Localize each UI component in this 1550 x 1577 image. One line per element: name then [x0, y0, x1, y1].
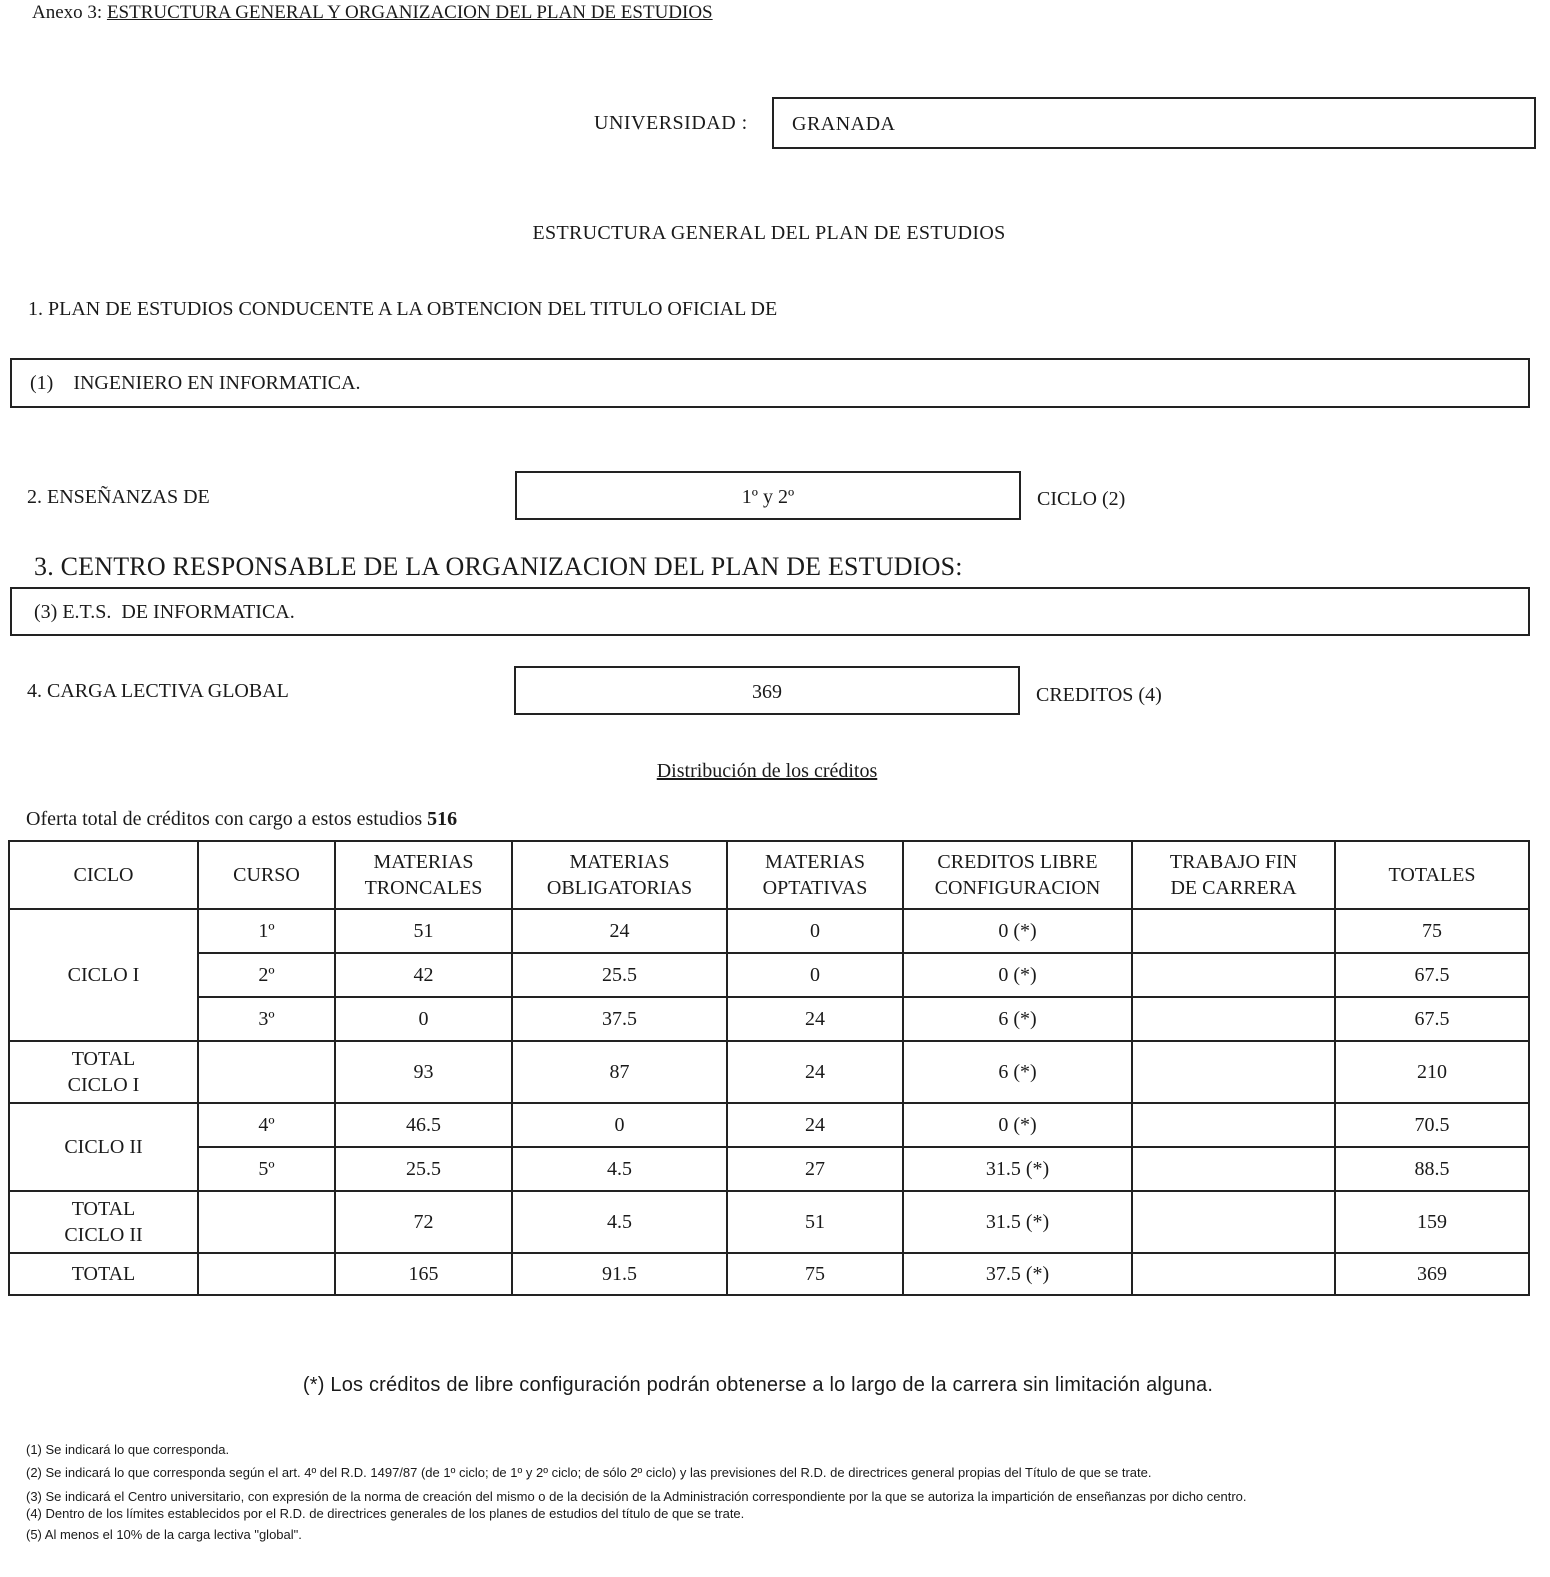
table-row: [9, 953, 1529, 997]
table-row: [9, 909, 1529, 953]
annex-prefix: Anexo 3:: [32, 2, 103, 23]
cell-libre: 31.5 (*): [903, 1191, 1132, 1253]
cell-totales: 70.5: [1335, 1103, 1529, 1147]
header-optativas: MATERIAS OPTATIVAS: [727, 841, 903, 909]
cell-optativas: 0: [727, 953, 903, 997]
cell-troncales: 51: [335, 909, 512, 953]
cell-total-label: TOTAL: [9, 1253, 198, 1295]
cell-troncales: 46.5: [335, 1103, 512, 1147]
cell-totales: 67.5: [1335, 997, 1529, 1041]
cell-troncales: 0: [335, 997, 512, 1041]
cell-optativas: 24: [727, 1103, 903, 1147]
cell-obligatorias: 0: [512, 1103, 727, 1147]
cell-libre: 31.5 (*): [903, 1147, 1132, 1191]
oferta-text: Oferta total de créditos con cargo a estos estudios: [26, 808, 423, 830]
cell-trabajo: [1132, 1253, 1335, 1295]
item2-heading: 2. ENSEÑANZAS DE: [27, 486, 210, 508]
cell-optativas: 0: [727, 909, 903, 953]
ciclo-box: [515, 471, 1021, 520]
table-row-total: [9, 1253, 1529, 1295]
carga-value: 369: [752, 681, 782, 703]
cell-curso: 4º: [198, 1103, 335, 1147]
footnote-5: (5) Al menos el 10% de la carga lectiva "global".: [26, 1527, 302, 1542]
cell-curso: 5º: [198, 1147, 335, 1191]
header-totales: TOTALES: [1335, 841, 1529, 909]
cell-totales: 67.5: [1335, 953, 1529, 997]
universidad-label: UNIVERSIDAD :: [594, 112, 748, 134]
libre-config-note: (*) Los créditos de libre configuración podrán obtenerse a lo largo de la carrera sin limitación alguna.: [302, 1374, 1214, 1396]
table-row: [9, 1103, 1529, 1147]
universidad-box: [772, 97, 1536, 149]
cell-totales: 75: [1335, 909, 1529, 953]
cell-totales: 88.5: [1335, 1147, 1529, 1191]
table-row: [9, 1147, 1529, 1191]
cell-trabajo: [1132, 1103, 1335, 1147]
cell-curso: [198, 1253, 335, 1295]
cell-troncales: 165: [335, 1253, 512, 1295]
cell-obligatorias: 4.5: [512, 1191, 727, 1253]
carga-box: [514, 666, 1020, 715]
cell-curso: [198, 1191, 335, 1253]
cell-libre: 0 (*): [903, 953, 1132, 997]
centro-box: [10, 587, 1530, 636]
cell-optativas: 75: [727, 1253, 903, 1295]
footnote-3: (3) Se indicará el Centro universitario, con expresión de la norma de creación del mismo o de la decisión de la Administración correspondiente por la que se autoriza la impartición de enseñanzas por dicho centro.: [26, 1489, 1247, 1504]
centro-value: (3) E.T.S. DE INFORMATICA.: [34, 601, 295, 623]
cell-totales: 210: [1335, 1041, 1529, 1103]
annex-title: ESTRUCTURA GENERAL Y ORGANIZACION DEL PLAN DE ESTUDIOS: [106, 2, 713, 23]
cell-total-ciclo1-label: TOTAL CICLO I: [9, 1041, 198, 1103]
header-troncales: MATERIAS TRONCALES: [335, 841, 512, 909]
cell-curso: 3º: [198, 997, 335, 1041]
cell-obligatorias: 37.5: [512, 997, 727, 1041]
cell-optativas: 24: [727, 997, 903, 1041]
cell-libre: 37.5 (*): [903, 1253, 1132, 1295]
cell-trabajo: [1132, 1147, 1335, 1191]
table-header-row: [9, 841, 1529, 909]
cell-libre: 6 (*): [903, 1041, 1132, 1103]
cell-obligatorias: 87: [512, 1041, 727, 1103]
item4-heading: 4. CARGA LECTIVA GLOBAL: [27, 680, 289, 702]
cell-curso: [198, 1041, 335, 1103]
table-row-total-ciclo1: [9, 1041, 1529, 1103]
cell-optativas: 51: [727, 1191, 903, 1253]
credits-table: [8, 840, 1530, 1296]
cell-libre: 0 (*): [903, 1103, 1132, 1147]
oferta-line: [26, 808, 457, 831]
universidad-value: GRANADA: [792, 113, 896, 135]
table-row-total-ciclo2: [9, 1191, 1529, 1253]
cell-trabajo: [1132, 909, 1335, 953]
item1-heading: 1. PLAN DE ESTUDIOS CONDUCENTE A LA OBTENCION DEL TITULO OFICIAL DE: [28, 298, 778, 320]
header-ciclo: CICLO: [9, 841, 198, 909]
cell-obligatorias: 91.5: [512, 1253, 727, 1295]
titulo-box: [10, 358, 1530, 408]
carga-suffix: CREDITOS (4): [1036, 684, 1162, 706]
cell-obligatorias: 25.5: [512, 953, 727, 997]
cell-troncales: 93: [335, 1041, 512, 1103]
section-title: ESTRUCTURA GENERAL DEL PLAN DE ESTUDIOS: [532, 222, 1006, 244]
cell-trabajo: [1132, 953, 1335, 997]
distribution-title: Distribución de los créditos: [656, 760, 878, 782]
titulo-value: (1) INGENIERO EN INFORMATICA.: [30, 372, 361, 394]
cell-libre: 0 (*): [903, 909, 1132, 953]
cell-ciclo-label: CICLO II: [9, 1103, 198, 1191]
footnote-1: (1) Se indicará lo que corresponda.: [26, 1442, 230, 1457]
cell-curso: 2º: [198, 953, 335, 997]
ciclo-value: 1º y 2º: [741, 486, 795, 508]
cell-ciclo-label: CICLO I: [9, 909, 198, 1041]
cell-curso: 1º: [198, 909, 335, 953]
footnote-2: (2) Se indicará lo que corresponda según el art. 4º del R.D. 1497/87 (de 1º ciclo; de 1º y 2º ciclo; de sólo 2º ciclo) y las previsiones del R.D. de directrices general propias del Título de que se trate.: [26, 1465, 1152, 1480]
cell-optativas: 27: [727, 1147, 903, 1191]
header-trabajo: TRABAJO FIN DE CARRERA: [1132, 841, 1335, 909]
cell-optativas: 24: [727, 1041, 903, 1103]
cell-trabajo: [1132, 1041, 1335, 1103]
item3-heading: 3. CENTRO RESPONSABLE DE LA ORGANIZACION DEL PLAN DE ESTUDIOS:: [34, 552, 963, 581]
cell-libre: 6 (*): [903, 997, 1132, 1041]
cell-obligatorias: 24: [512, 909, 727, 953]
cell-trabajo: [1132, 1191, 1335, 1253]
annex-heading: [32, 2, 713, 24]
cell-obligatorias: 4.5: [512, 1147, 727, 1191]
cell-troncales: 42: [335, 953, 512, 997]
footnote-4: (4) Dentro de los límites establecidos por el R.D. de directrices generales de los planes de estudios del título de que se trate.: [26, 1506, 745, 1521]
oferta-value: 516: [427, 808, 458, 830]
cell-totales: 159: [1335, 1191, 1529, 1253]
table-row: [9, 997, 1529, 1041]
cell-trabajo: [1132, 997, 1335, 1041]
header-libre: CREDITOS LIBRE CONFIGURACION: [903, 841, 1132, 909]
header-obligatorias: MATERIAS OBLIGATORIAS: [512, 841, 727, 909]
cell-total-ciclo2-label: TOTAL CICLO II: [9, 1191, 198, 1253]
cell-troncales: 25.5: [335, 1147, 512, 1191]
cell-troncales: 72: [335, 1191, 512, 1253]
ciclo-suffix: CICLO (2): [1037, 488, 1126, 510]
header-curso: CURSO: [198, 841, 335, 909]
cell-totales: 369: [1335, 1253, 1529, 1295]
